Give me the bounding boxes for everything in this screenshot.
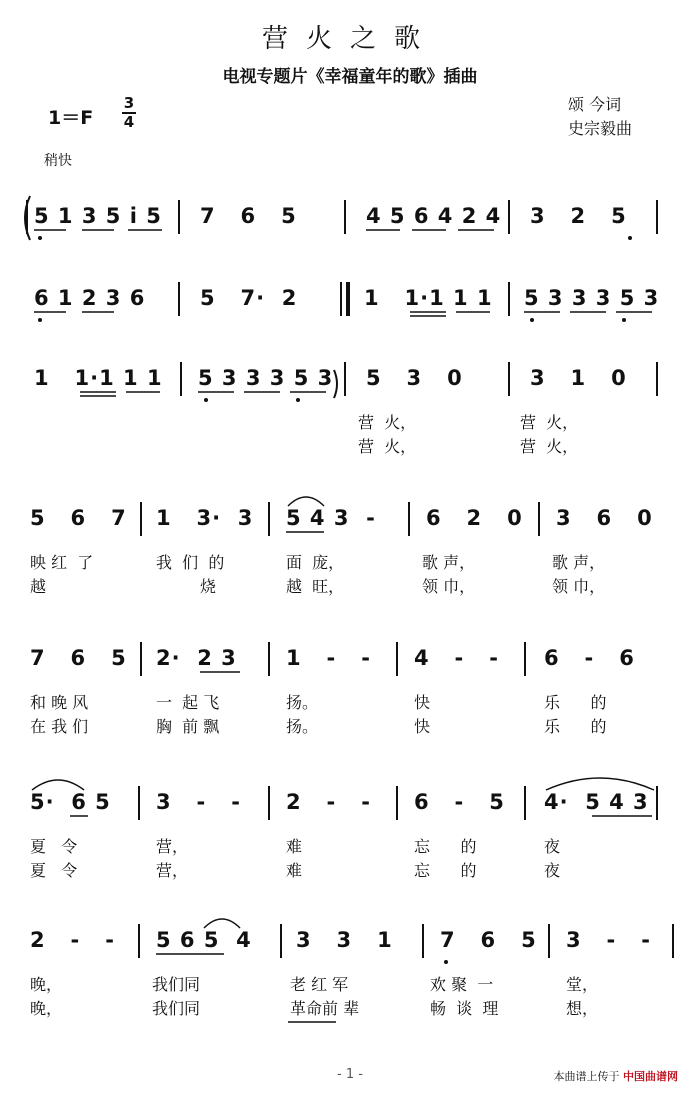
lyric-verse-2: 营， — [156, 861, 189, 880]
lyric-verse-2: 扬。 — [286, 717, 319, 736]
lyric-verse-1: 营 火， — [358, 413, 417, 432]
measure-notes: 5 1 3 5 i 5 — [34, 204, 162, 228]
lyric-verse-1: 夏 令 — [30, 837, 78, 856]
lyric-verse-1: 欢 聚 一 — [430, 975, 494, 994]
lyric-verse-2: 越 — [30, 577, 47, 596]
upload-note: 本曲谱上传于 — [553, 1070, 620, 1083]
lyric-verse-1: 我 们 的 — [156, 553, 225, 572]
lyric-verse-2: 革命前 辈 — [290, 999, 360, 1018]
site-watermark — [554, 1068, 679, 1084]
lyric-verse-1: 忘 的 — [414, 837, 477, 856]
lyric-verse-2: 难 — [286, 861, 303, 880]
lyric-verse-1: 歌 声， — [552, 553, 606, 572]
lyric-verse-2: 在 我 们 — [30, 717, 89, 736]
lyric-verse-2: 夏 令 — [30, 861, 78, 880]
lyric-verse-1: 和 晚 风 — [30, 693, 89, 712]
octave-dot — [628, 236, 632, 240]
measure-notes: 1 - - — [286, 646, 371, 670]
measure-notes: 4· 5 4 3 — [544, 790, 649, 814]
measure-notes: 1 1·1 1 1 — [34, 366, 163, 390]
measure-notes: 5 3 3 3 5 3 — [198, 366, 334, 390]
lyric-verse-2: 夜 — [544, 861, 561, 880]
measure-notes: 5 6 7 — [30, 506, 127, 530]
measure-notes: 3 2 5 — [530, 204, 627, 228]
lyric-verse-1: 我们同 — [152, 975, 201, 994]
lyric-verse-2: 畅 谈 理 — [430, 999, 499, 1018]
measure-notes: 7 6 5 — [200, 204, 297, 228]
lyric-verse-1: 面 庞， — [286, 553, 345, 572]
measure-notes: 6 - 5 — [414, 790, 505, 814]
measure-notes: 2 - - — [30, 928, 115, 952]
composer-credit: 史宗毅曲 — [568, 119, 633, 138]
lyric-verse-2: 我们同 — [152, 999, 201, 1018]
lyric-verse-2: 营 火， — [520, 437, 579, 456]
lyric-verse-1: 映 红 了 — [30, 553, 94, 572]
lyric-verse-1: 快 — [414, 693, 431, 712]
measure-notes: 3 6 0 — [556, 506, 653, 530]
measure-notes: 3 3 1 — [296, 928, 393, 952]
measure-notes: 5 3 0 — [366, 366, 463, 390]
octave-dot — [622, 318, 626, 322]
lyricist-credit: 颂 今词 — [568, 95, 622, 114]
measure-notes: 5 6 5 4 — [156, 928, 252, 952]
measure-notes: 5 4 3 - — [286, 506, 376, 530]
lyric-verse-1: 乐 的 — [544, 693, 607, 712]
octave-dot — [204, 398, 208, 402]
measure-notes: 3 - - — [156, 790, 241, 814]
time-signature-top: 3 — [123, 94, 135, 112]
lyric-verse-2: 胸 前 飘 — [156, 717, 220, 736]
measure-notes: 2 - - — [286, 790, 371, 814]
lyric-verse-1: 歌 声， — [422, 553, 476, 572]
lyric-verse-2: 乐 的 — [544, 717, 607, 736]
measure-notes: 3 1 0 — [530, 366, 627, 390]
measure-notes: 4 - - — [414, 646, 499, 670]
lyric-verse-2: 想， — [566, 999, 599, 1018]
measure-notes: 5 7· 2 — [200, 286, 298, 310]
lyric-verse-1: 一 起 飞 — [156, 693, 220, 712]
octave-dot — [530, 318, 534, 322]
lyric-verse-2: 烧 — [200, 577, 217, 596]
slur — [204, 919, 240, 928]
measure-notes: 2· 2 3 — [156, 646, 237, 670]
lyric-verse-2: 领 巾， — [422, 577, 476, 596]
tempo-marking: 稍快 — [44, 153, 72, 169]
lyric-verse-2: 营 火， — [358, 437, 417, 456]
page-number: - 1 - — [337, 1067, 363, 1082]
measure-notes: 6 - 6 — [544, 646, 635, 670]
song-subtitle: 电视专题片《幸福童年的歌》插曲 — [222, 67, 478, 87]
measure-notes: 7 6 5 — [440, 928, 537, 952]
octave-dot — [38, 236, 42, 240]
measure-notes: 6 1 2 3 6 — [34, 286, 146, 310]
measure-notes: 6 2 0 — [426, 506, 523, 530]
lyric-verse-2: 忘 的 — [414, 861, 477, 880]
lyric-verse-1: 扬。 — [286, 693, 319, 712]
slur — [288, 497, 324, 506]
repeat-bracket — [334, 370, 337, 398]
measure-notes: 4 5 6 4 2 4 — [366, 204, 502, 228]
slur — [32, 780, 84, 790]
slur — [546, 778, 654, 790]
measure-notes: 3 - - — [566, 928, 651, 952]
octave-dot — [296, 398, 300, 402]
key-signature: 1＝F — [48, 107, 94, 129]
octave-dot — [444, 960, 448, 964]
lyric-verse-1: 晚， — [30, 975, 63, 994]
measure-notes: 1 1·1 1 1 — [364, 286, 493, 310]
lyric-verse-1: 夜 — [544, 837, 561, 856]
measure-notes: 5· 6 5 — [30, 790, 111, 814]
lyric-verse-1: 营 火， — [520, 413, 579, 432]
lyric-verse-2: 领 巾， — [552, 577, 606, 596]
song-title: 营火之歌 — [261, 24, 438, 54]
lyric-verse-1: 老 红 军 — [290, 975, 349, 994]
time-signature-bottom: 4 — [123, 113, 135, 131]
lyric-verse-2: 越 旺， — [286, 577, 345, 596]
lyric-verse-2: 晚， — [30, 999, 63, 1018]
site-brand: 中国曲谱网 — [623, 1070, 678, 1083]
measure-notes: 1 3· 3 — [156, 506, 254, 530]
lyric-verse-1: 堂， — [566, 975, 599, 994]
measure-notes: 7 6 5 — [30, 646, 127, 670]
lyric-verse-2: 快 — [414, 717, 431, 736]
lyric-verse-1: 营， — [156, 837, 189, 856]
octave-dot — [38, 318, 42, 322]
lyric-verse-1: 难 — [286, 837, 303, 856]
repeat-bracket — [25, 196, 30, 240]
measure-notes: 5 3 3 3 5 3 — [524, 286, 660, 310]
